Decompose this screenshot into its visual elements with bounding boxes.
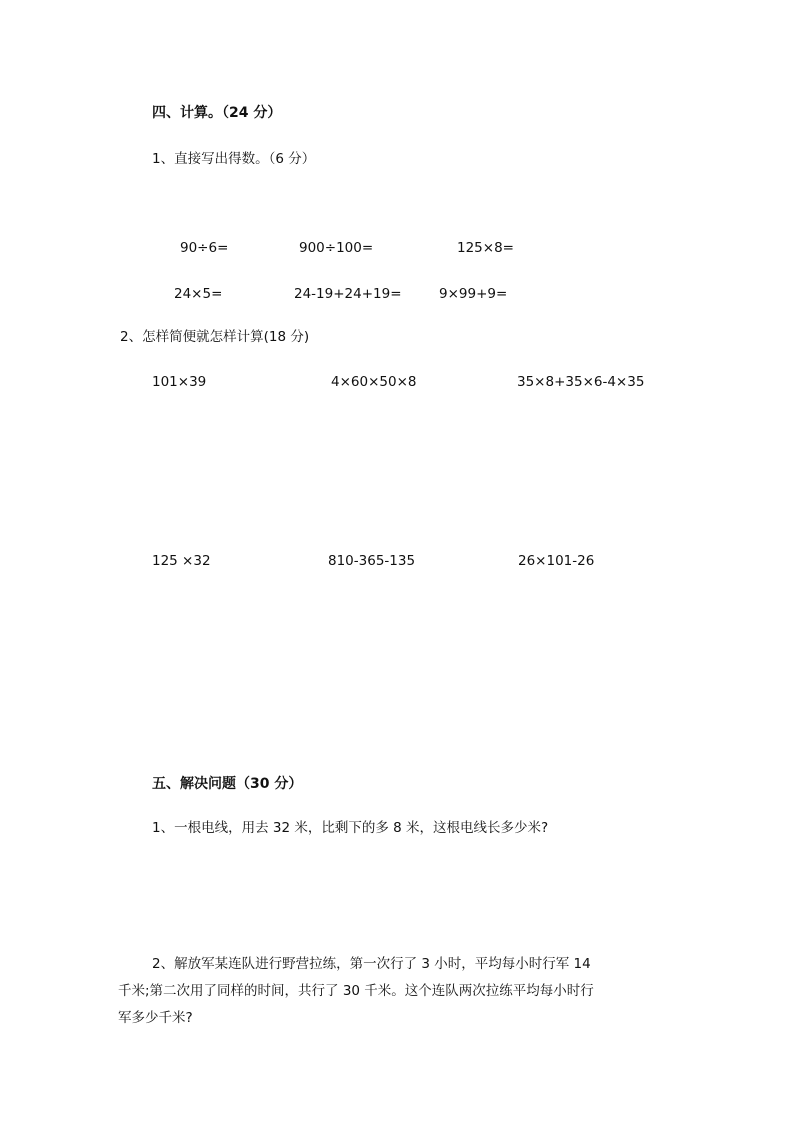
simplify-calc-item: 125 ×32 <box>152 553 211 569</box>
oral-calc-item: 24×5= <box>174 286 223 302</box>
question-1-label: 1、直接写出得数。（6 分） <box>152 151 316 167</box>
oral-calc-item: 90÷6= <box>180 240 229 256</box>
simplify-calc-item: 101×39 <box>152 374 207 390</box>
oral-calc-item: 900÷100= <box>299 240 374 256</box>
section-4-title: 四、计算。（24 分） <box>152 105 282 121</box>
simplify-calc-item: 4×60×50×8 <box>331 374 417 390</box>
simplify-calc-item: 26×101-26 <box>518 553 595 569</box>
oral-calc-item: 125×8= <box>457 240 514 256</box>
word-problem-2-line: 军多少千米? <box>118 1010 193 1026</box>
simplify-calc-item: 35×8+35×6-4×35 <box>517 374 645 390</box>
oral-calc-item: 9×99+9= <box>439 286 508 302</box>
word-problem-1: 1、一根电线，用去 32 米，比剩下的多 8 米，这根电线长多少米? <box>152 820 549 836</box>
oral-calc-item: 24-19+24+19= <box>294 286 402 302</box>
word-problem-2-line: 2、解放军某连队进行野营拉练，第一次行了 3 小时，平均每小时行军 14 <box>152 956 591 972</box>
simplify-calc-item: 810-365-135 <box>328 553 416 569</box>
section-5-title: 五、解决问题（30 分） <box>152 776 303 792</box>
question-2-label: 2、怎样简便就怎样计算(18 分) <box>120 329 310 345</box>
word-problem-2-line: 千米;第二次用了同样的时间，共行了 30 千米。这个连队两次拉练平均每小时行 <box>118 983 594 999</box>
